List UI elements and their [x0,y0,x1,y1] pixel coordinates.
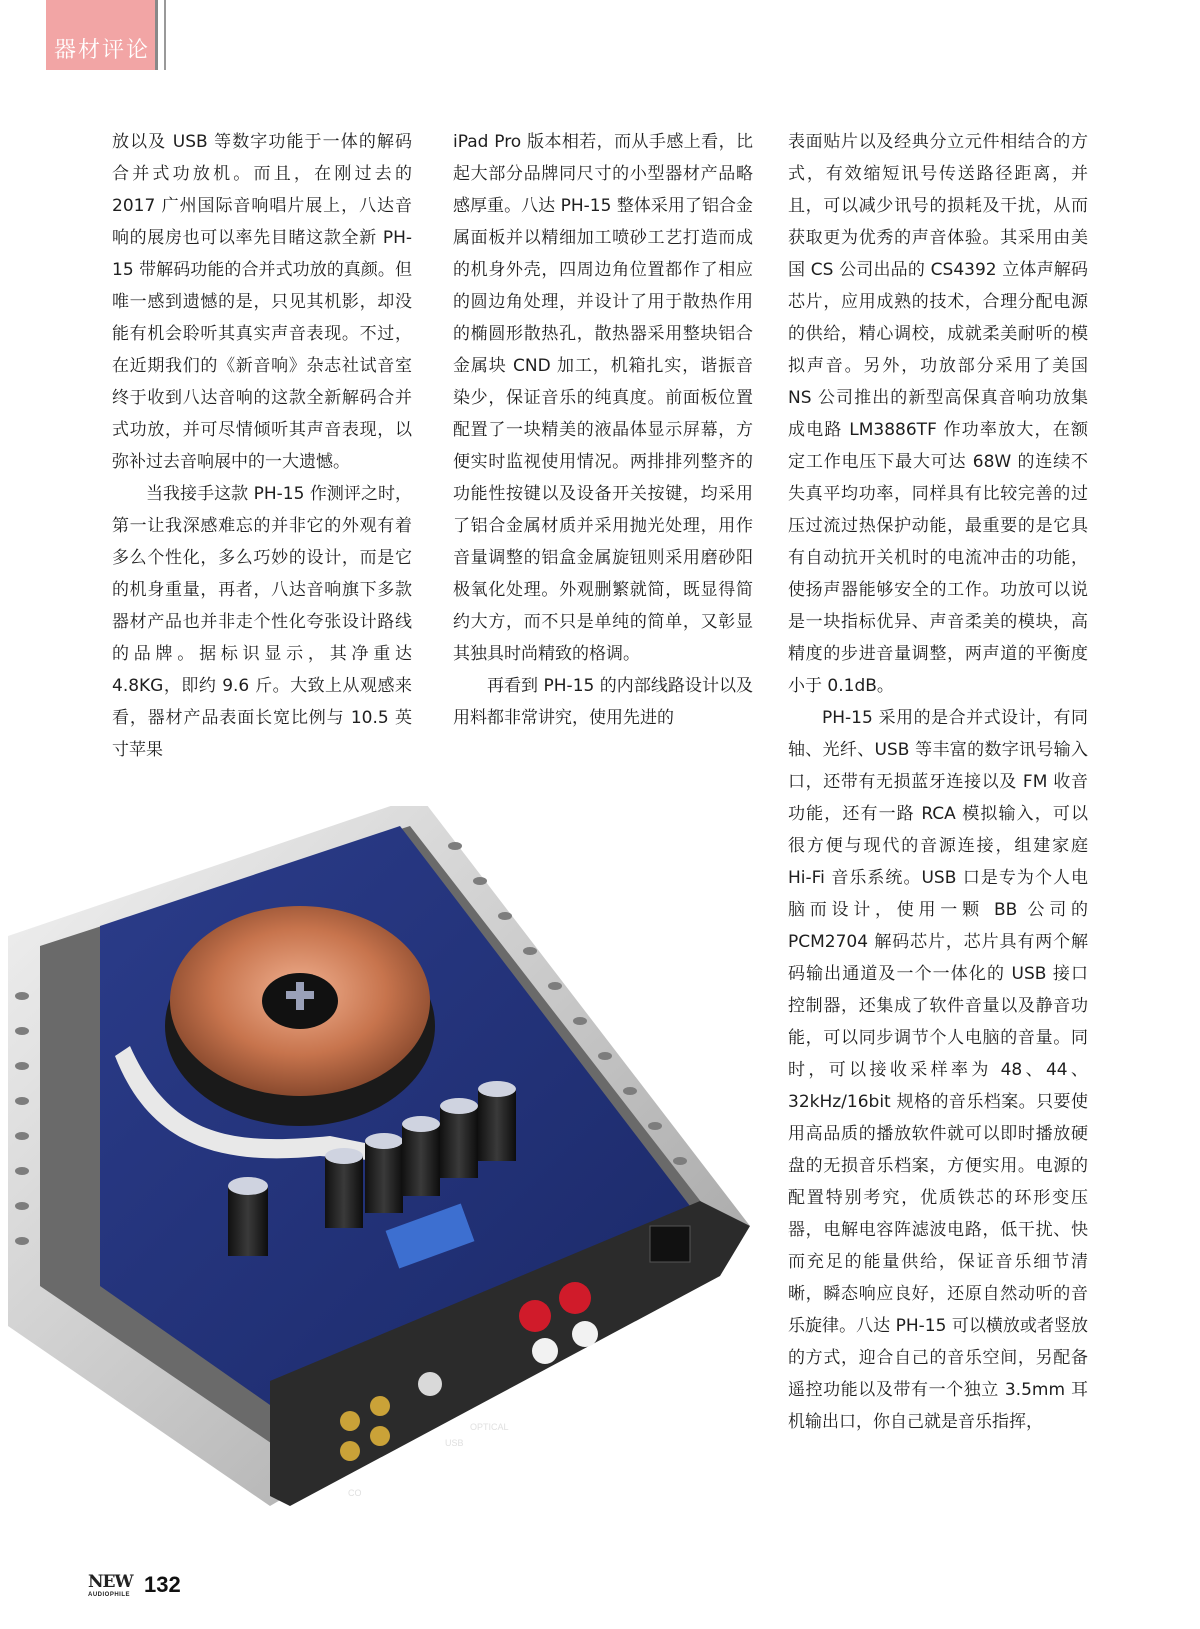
paragraph: iPad Pro 版本相若，而从手感上看，比起大部分品牌同尺寸的小型器材产品略感厚重。八达 PH-15 整体采用了铝合金属面板并以精细加工喷砂工艺打造而成的机身外壳，四周边角位置都作了相应的圆边角处理，并设计了用于散热作用的椭圆形散热孔，散热器采用整块铝合金属块 CND 加工，机箱扎实，谐振音染少，保证音乐的纯真度。前面板位置配置了一块精美的液晶体显示屏幕，方便实时监视使用情况。两排排列整齐的功能性按键以及设备开关按键，均采用了铝合金属材质并采用抛光处理，用作音量调整的铝盒金属旋钮则采用磨砂阳极氧化处理。外观删繁就简，既显得简约大方，而不只是单纯的简单，又彰显其独具时尚精致的格调。 [453,132,753,664]
paragraph: 放以及 USB 等数字功能于一体的解码合并式功放机。而且，在刚过去的 2017 广州国际音响唱片展上，八达音响的展房也可以率先目睹这款全新 PH-15 带解码功能的合并式功放的真颜。但唯一感到遗憾的是，只见其机影，却没能有机会聆听其真实声音表现。不过，在近期我们的《新音响》杂志社试音室终于收到八达音响的这款全新解码合并式功放，并可尽情倾听其声音表现，以弥补过去音响展中的一大遗憾。 [112,132,412,472]
page-number: 132 [144,1572,181,1597]
coaxial-label: CO [348,1488,362,1498]
speaker-terminal-white [572,1321,598,1347]
article-column-1 [112,126,412,766]
power-inlet [650,1226,690,1262]
speaker-terminal-red [519,1300,551,1332]
paragraph: PH-15 采用的是合并式设计，有同轴、光纤、USB 等丰富的数字讯号输入口，还带有无损蓝牙连接以及 FM 收音功能，还有一路 RCA 模拟输入，可以很方便与现代的音源连接，组建家庭 Hi-Fi 音乐系统。USB 口是专为个人电脑而设计，使用一颗 BB 公司的 PCM2704 解码芯片，芯片具有两个解码输出通道及一个一体化的 USB 接口控制器，还集成了软件音量以及静音功能，可以同步调节个人电脑的音量。同时，可以接收采样率为 48、44、32kHz/16bit 规格的音乐档案。只要使用高品质的播放软件就可以即时播放硬盘的无损音乐档案，方便实用。电源的配置特别考究，优质铁芯的环形变压器，电解电容阵滤波电路，低干扰、快而充足的能量供给，保证音乐细节清晰，瞬态响应良好，还原自然动听的音乐旋律。八达 PH-15 可以横放或者竖放的方式，迎合自己的音乐空间，另配备遥控功能以及带有一个独立 3.5mm 耳机输出口，你自己就是音乐指挥， [788,708,1088,1432]
speaker-terminal-red [559,1282,591,1314]
speaker-terminal-white [532,1338,558,1364]
header-rule [164,0,166,70]
antenna-jack [418,1372,442,1396]
usb-label: USB [445,1438,464,1448]
rca-jack [370,1426,390,1446]
product-photo [0,806,760,1516]
article-column-3 [788,126,1088,1438]
paragraph: 再看到 PH-15 的内部线路设计以及用料都非常讲究，使用先进的 [453,676,753,728]
rca-jack [370,1396,390,1416]
logo-main: NEW [88,1572,133,1592]
rca-jack [340,1411,360,1431]
optical-label: OPTICAL [470,1422,509,1432]
article-column-2 [453,126,753,734]
magazine-logo [88,1574,140,1599]
paragraph: 当我接手这款 PH-15 作测评之时，第一让我深感难忘的并非它的外观有着多么个性化，多么巧妙的设计，而是它的机身重量，再者，八达音响旗下多款器材产品也并非走个性化夸张设计路线的品牌。据标识显示，其净重达 4.8KG，即约 9.6 斤。大致上从观感来看，器材产品表面长宽比例与 10.5 英寸苹果 [112,484,412,760]
paragraph: 表面贴片以及经典分立元件相结合的方式，有效缩短讯号传送路径距离，并且，可以减少讯号的损耗及干扰，从而获取更为优秀的声音体验。其采用由美国 CS 公司出品的 CS4392 立体声解码芯片，应用成熟的技术，合理分配电源的供给，精心调校，成就柔美耐听的模拟声音。另外，功放部分采用了美国 NS 公司推出的新型高保真音响功放集成电路 LM3886TF 作功率放大，在额定工作电压下最大可达 68W 的连续不失真平均功率，同样具有比较完善的过压过流过热保护动能，最重要的是它具有自动抗开关机时的电流冲击的功能，使扬声器能够安全的工作。功放可以说是一块指标优异、声音柔美的模块，高精度的步进音量调整，两声道的平衡度小于 0.1dB。 [788,132,1088,696]
rca-jack [340,1441,360,1461]
logo-sub: AUDIOPHILE [88,1592,131,1598]
section-tab [46,0,158,70]
section-label: 器材评论 [54,38,151,63]
